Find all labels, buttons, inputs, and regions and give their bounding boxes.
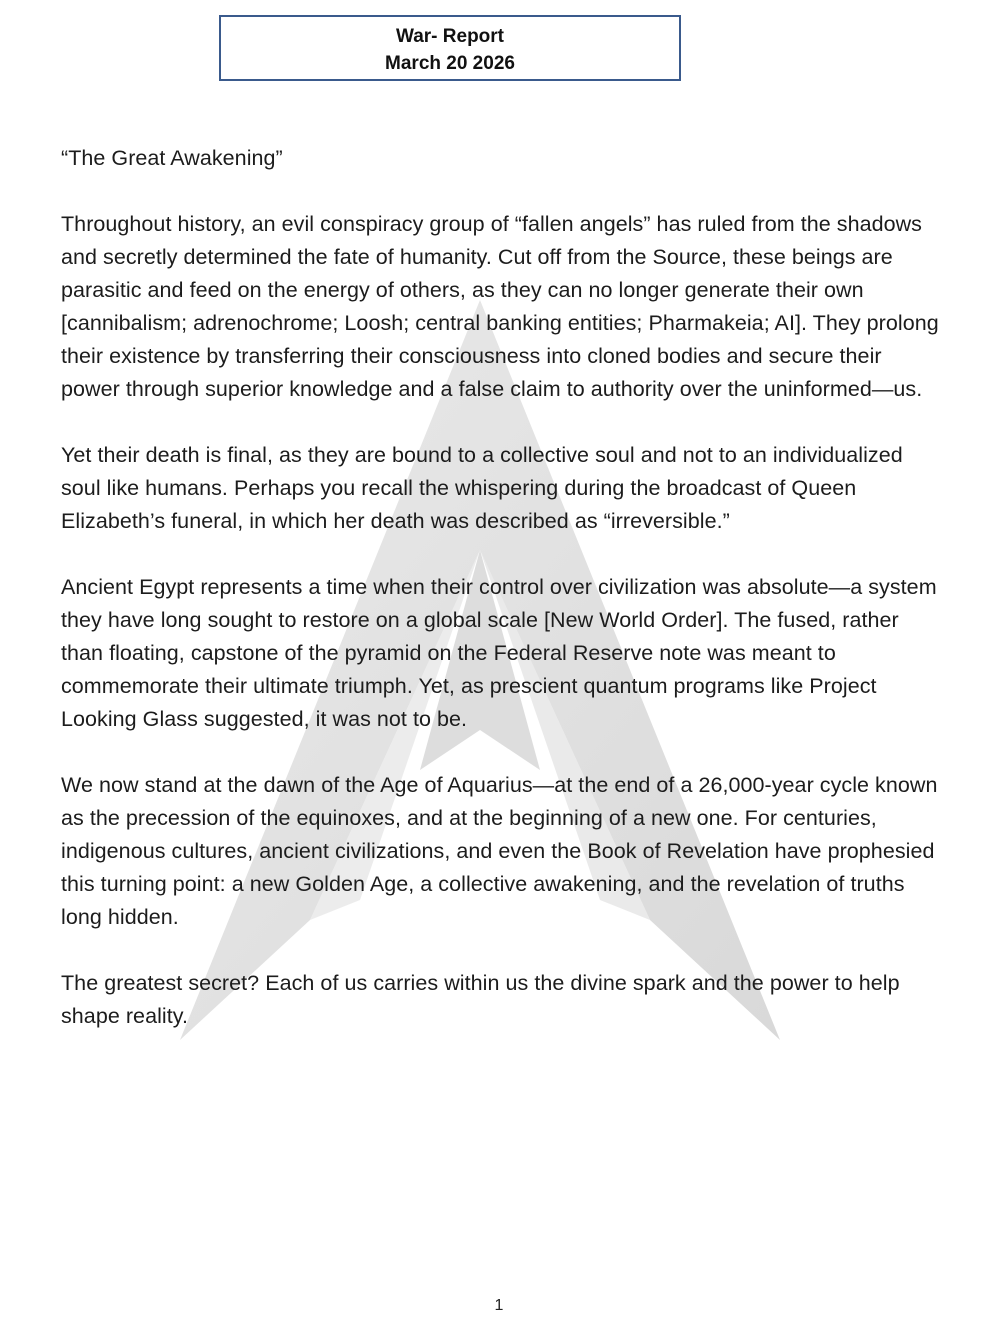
paragraph: The greatest secret? Each of us carries within us the divine spark and the power to help shape reality. [61,971,900,1028]
report-header-box [219,15,681,81]
report-title: War- Report [395,26,505,47]
article-heading: “The Great Awakening” [61,146,283,170]
paragraph: We now stand at the dawn of the Age of Aquarius—at the end of a 26,000-year cycle known as the precession of the equinoxes, and at the beginning of a new one. For centuries, indigenous cultures, ancient civilizations, and even the Book of Revelation have prophesied this turning point: a new Golden Age, a collective awakening, and the revelation of truths long hidden. [61,773,938,929]
paragraph: Yet their death is final, as they are bound to a collective soul and not to an individualized soul like humans. Perhaps you recall the whispering during the broadcast of Queen Elizabeth’s funeral, in which her death was described as “irreversible.” [61,443,903,533]
paragraph: Ancient Egypt represents a time when their control over civilization was absolute—a system they have long sought to restore on a global scale [New World Order]. The fused, rather than floating, capstone of the pyramid on the Federal Reserve note was meant to commemorate their ultimate triumph. Yet, as prescient quantum programs like Project Looking Glass suggested, it was not to be. [61,575,937,731]
report-date: March 20 2026 [385,53,515,74]
page-number: 1 [494,1297,504,1314]
report-body [61,142,941,1066]
paragraph: Throughout history, an evil conspiracy group of “fallen angels” has ruled from the shadows and secretly determined the fate of humanity. Cut off from the Source, these beings are parasitic and feed on the energy of others, as they can no longer generate their own [cannibalism; adrenochrome; Loosh; central banking entities; Pharmakeia; AI]. They prolong their existence by transferring their consciousness into cloned bodies and secure their power through superior knowledge and a false claim to authority over the uninformed—us. [61,212,939,401]
